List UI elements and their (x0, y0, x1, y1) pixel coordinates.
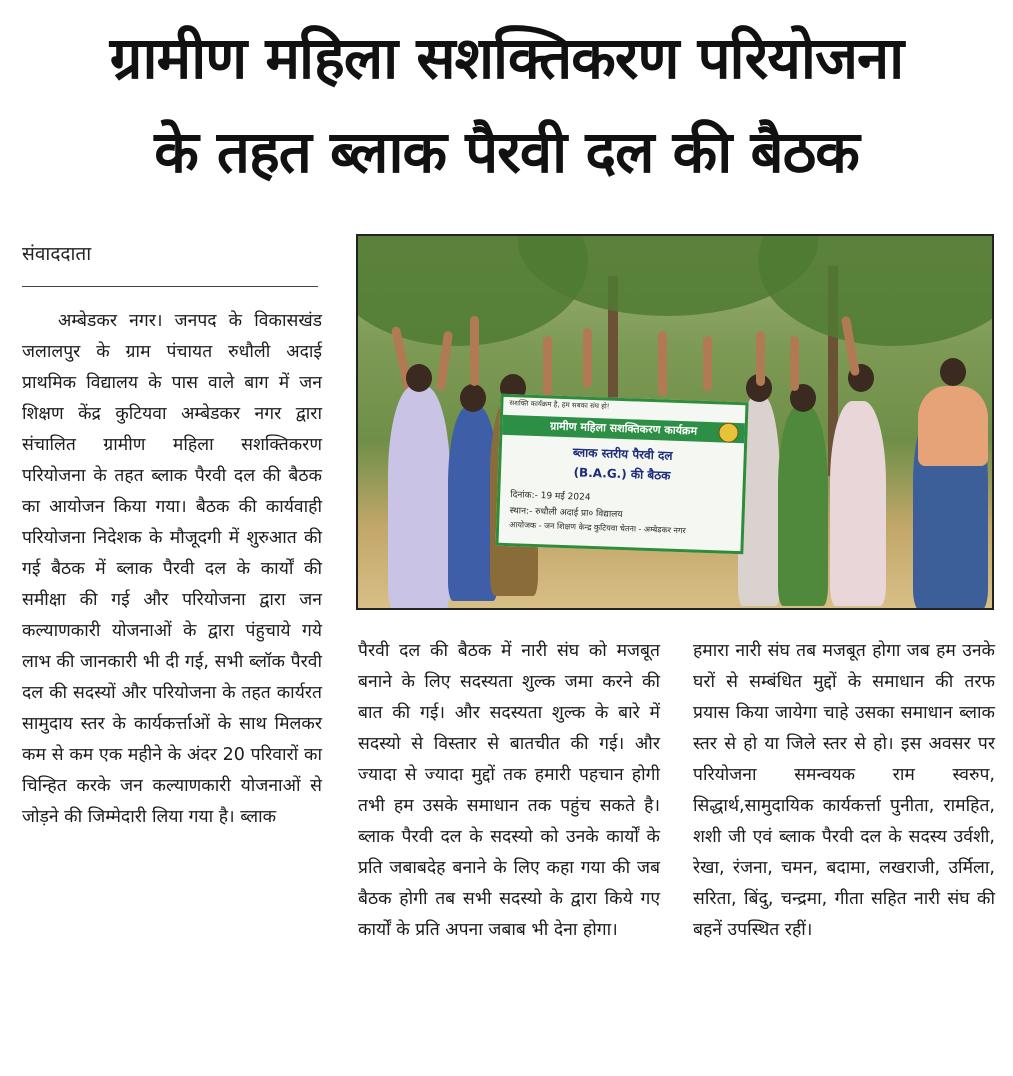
person (830, 401, 886, 606)
person-head (460, 384, 486, 412)
banner-line-2: (B.A.G.) की बैठक (573, 465, 671, 483)
person-head (406, 364, 432, 392)
person (918, 386, 988, 466)
raised-arm (583, 328, 592, 388)
event-banner (495, 394, 748, 555)
news-photo (356, 234, 994, 610)
raised-arm (543, 336, 552, 396)
article-column-2: पैरवी दल की बैठक में नारी संघ को मजबूत बनाने के लिए सदस्यता शुल्क जमा करने की बात की गई। और सदस्यता शुल्क के बारे में सदस्यो से विस्तार से बातचीत की गई। और ज्यादा से ज्यादा मुद्दों तक हमारी पहचान होगी तभी हम उसके समाधान तक पहुंच सकते है। ब्लाक पैरवी दल के सदस्यो को उनके कार्यों के प्रति जबाबदेह बनाने के लिए कहा गया की जब बैठक होगी तब सभी सदस्यो के द्वारा किये गए कार्यों के प्रति अपना जबाब भी देना होगा। (358, 641, 660, 940)
raised-arm (756, 331, 765, 386)
tree-canopy (758, 234, 994, 346)
headline-line-2: के तहत ब्लाक पैरवी दल की बैठक (154, 118, 859, 186)
raised-arm (790, 336, 799, 391)
person (388, 386, 450, 610)
raised-arm (658, 331, 667, 396)
banner-title: ग्रामीण महिला सशक्तिकरण कार्यक्रम (502, 415, 745, 443)
raised-arm (470, 316, 479, 386)
banner-place: स्थान:- रुधौली अदाई प्रा० विद्यालय (509, 506, 623, 521)
byline-divider (22, 286, 318, 287)
banner-date: दिनांक:- 19 मई 2024 (510, 490, 591, 503)
person (778, 406, 828, 606)
article-column-1: अम्बेडकर नगर। जनपद के विकासखंड जलालपुर के ग्राम पंचायत रुधौली अदाई प्राथमिक विद्यालय के पास वाले बाग में जन शिक्षण केंद्र कुटियवा अम्बेडकर नगर द्वारा संचालित ग्रामीण महिला सशक्तिकरण परियोजना के तहत ब्लाक पैरवी दल की बैठक का आयोजन किया गया। बैठक की कार्यवाही परियोजना निदेशक के मौजूदगी में शुरुआत की गई बैठक में ब्लाक पैरवी दल के कार्यों की समीक्षा की गई और परियोजना द्वारा जन कल्याणकारी योजनाओं के द्वारा पंहुचाये गये लाभ की जानकारी भी दी गई, सभी ब्लॉक पैरवी दल की सदस्यों और परियोजना के तहत कार्यरत सामुदाय स्तर के कार्यकर्त्ताओं के साथ मिलकर कम से कम एक महीने के अंदर 20 परिवारों का चिन्हित करके जन कल्याणकारी योजनाओं से जोड़ने की जिम्मेदारी लिया गया है। ब्लाक (22, 311, 322, 827)
raised-arm (703, 336, 712, 391)
banner-tagline: सशक्ति कार्यक्रम है, हम सबका संघ हो! (509, 399, 610, 411)
banner-organizer: आयोजक - जन शिक्षण केन्द्र कुटियवा चेतना - अम्बेडकर नगर (509, 520, 686, 536)
banner-line-1: ब्लाक स्तरीय पैरवी दल (572, 445, 673, 463)
article-column-3: हमारा नारी संघ तब मजबूत होगा जब हम उनके घरों से सम्बंधित मुद्दों के समाधान की तरफ प्रयास किया जायेगा चाहे उसका समाधान ब्लाक स्तर से हो या जिले स्तर से हो। इस अवसर पर परियोजना समन्वयक राम स्वरुप, सिद्धार्थ,सामुदायिक कार्यकर्त्ता पुनीता, रामहित, शशी जी एवं ब्लाक पैरवी दल के सदस्य उर्वशी, रेखा, रंजना, चमन, बदामा, लखराजी, उर्मिला, सरिता, बिंदु, चन्द्रमा, गीता सहित नारी संघ की बहनें उपस्थित रहीं। (693, 641, 995, 940)
headline-line-1: ग्रामीण महिला सशक्तिकरण परियोजना (109, 24, 904, 92)
person-head (940, 358, 966, 386)
byline: संवाददाता (22, 243, 92, 265)
